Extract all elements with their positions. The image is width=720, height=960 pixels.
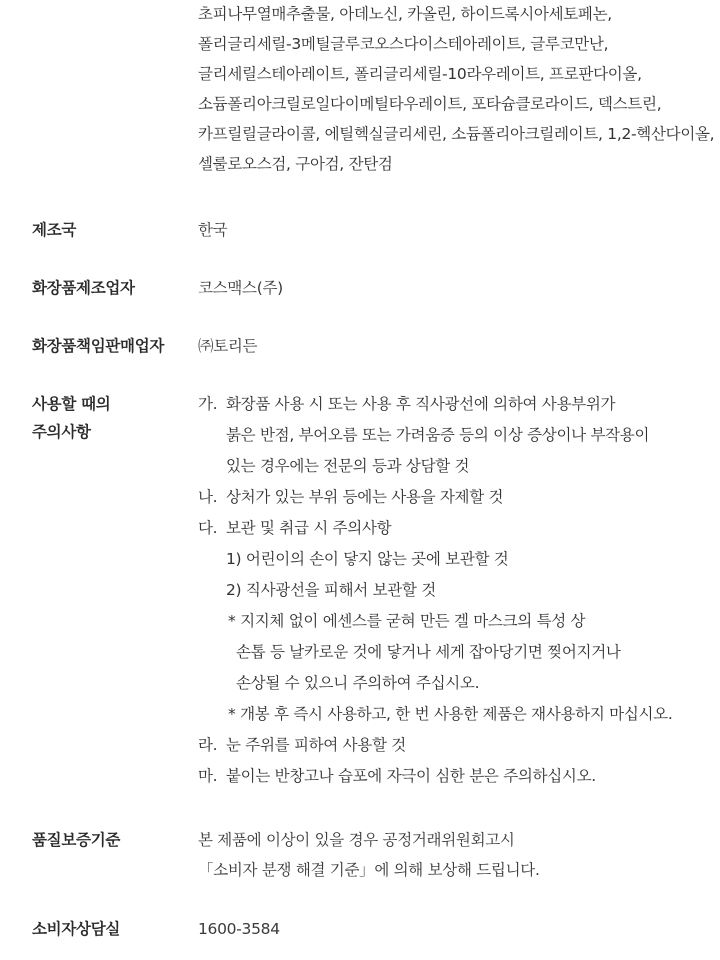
quality-text: 본 제품에 이상이 있을 경우 공정거래위원회고시 [198,831,515,849]
item-marker: 다. [198,519,218,537]
precaution-text: 눈 주위를 피하여 사용할 것 [226,736,406,754]
ingredients-line: 셀룰로오스검, 구아검, 잔탄검 [198,155,393,173]
seller-value: ㈜토리든 [198,337,258,355]
manufacturer-label: 화장품제조업자 [32,279,135,297]
storage-note: * 지지체 없이 에센스를 굳혀 만든 겔 마스크의 특성 상 [228,612,586,630]
ingredients-line: 초피나무열매추출물, 아데노신, 카올린, 하이드록시아세토페논, [198,5,612,23]
quality-text: 「소비자 분쟁 해결 기준」에 의해 보상해 드립니다. [198,861,540,879]
storage-note: * 개봉 후 즉시 사용하고, 한 번 사용한 제품은 재사용하지 마십시오. [228,705,673,723]
item-marker: 나. [198,488,218,506]
consult-label: 소비자상담실 [32,920,121,938]
storage-note: 손상될 수 있으니 주의하여 주십시오. [236,674,480,692]
precaution-text: 상처가 있는 부위 등에는 사용을 자제할 것 [226,488,504,506]
country-label: 제조국 [32,221,77,239]
precaution-text: 붙이는 반창고나 습포에 자극이 심한 분은 주의하십시오. [226,767,596,785]
ingredients-line: 소듐폴리아크릴로일다이메틸타우레이트, 포타슘클로라이드, 덱스트린, [198,95,662,113]
ingredients-line: 글리세릴스테아레이트, 폴리글리세릴-10라우레이트, 프로판다이올, [198,65,642,83]
precautions-label: 사용할 때의 [32,395,111,413]
precaution-text: 붉은 반점, 부어오름 또는 가려움증 등의 이상 증상이나 부작용이 [226,426,650,444]
country-value: 한국 [198,221,228,239]
ingredients-line: 카프릴릴글라이콜, 에틸헥실글리세린, 소듐폴리아크릴레이트, 1,2-헥산다이올, [198,125,715,143]
manufacturer-value: 코스맥스(주) [198,279,283,297]
consult-phone: 1600-3584 [198,920,280,938]
storage-note: 손톱 등 날카로운 것에 닿거나 세게 잡아당기면 찢어지거나 [236,643,621,661]
item-marker: 라. [198,736,218,754]
quality-label: 품질보증기준 [32,831,121,849]
precaution-text: 화장품 사용 시 또는 사용 후 직사광선에 의하여 사용부위가 [226,395,616,413]
precautions-label: 주의사항 [32,423,91,441]
storage-subitem: 1) 어린이의 손이 닿지 않는 곳에 보관할 것 [226,550,509,568]
ingredients-line: 폴리글리세릴-3메틸글루코오스다이스테아레이트, 글루코만난, [198,35,609,53]
item-marker: 마. [198,767,218,785]
seller-label: 화장품책임판매업자 [32,337,165,355]
storage-subitem: 2) 직사광선을 피해서 보관할 것 [226,581,436,599]
precaution-text: 보관 및 취급 시 주의사항 [226,519,392,537]
precaution-text: 있는 경우에는 전문의 등과 상담할 것 [226,457,470,475]
item-marker: 가. [198,395,218,413]
